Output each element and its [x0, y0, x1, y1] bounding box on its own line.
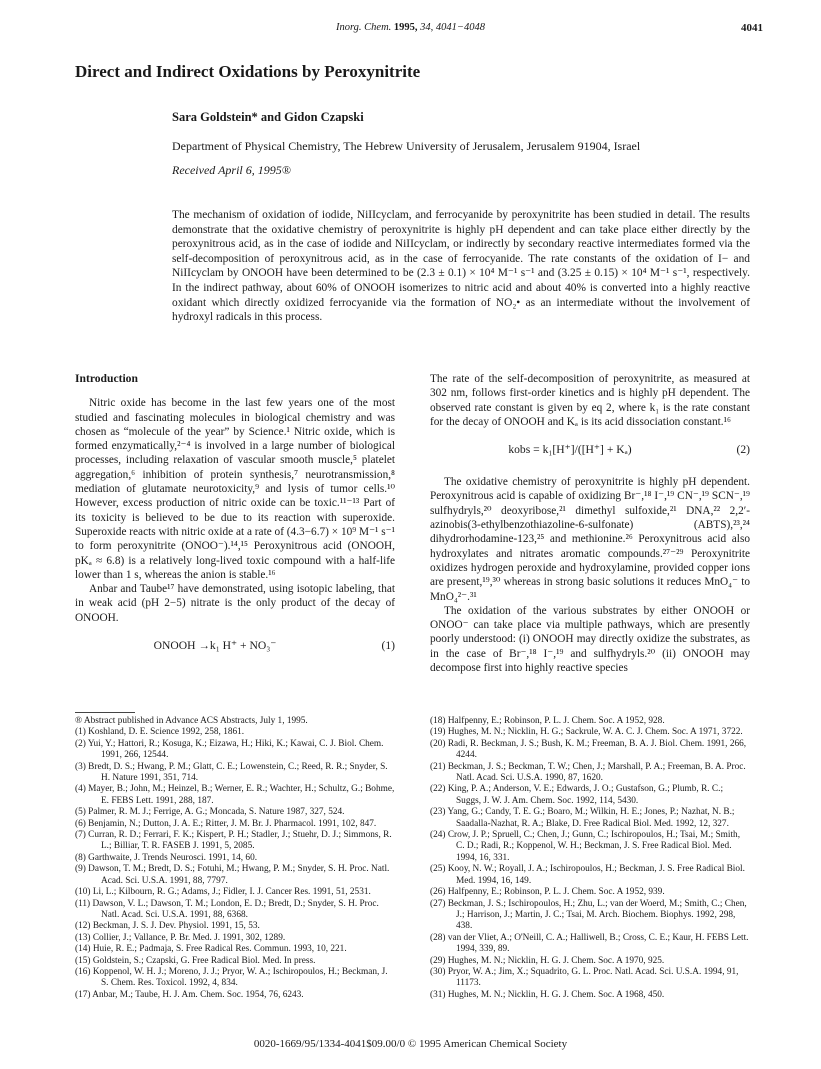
footnote: (27) Beckman, J. S.; Ischiropoulos, H.; Zhu, L.; van der Woerd, M.; Smith, C.; Chen, J.; Harrison, J.; Martin, J. C.; Tsai, M. Arch. Biochem. Biophys. 1992, 298, 438.: [430, 898, 747, 932]
footnote: (1) Koshland, D. E. Science 1992, 258, 1861.: [75, 727, 245, 738]
abstract: The mechanism of oxidation of iodide, NiIIcyclam, and ferrocyanide by peroxynitrite has been studied in detail. The results demonstrate that the oxidative chemistry of peroxynitrite is highly pH dependent and can take place either directly by the peroxynitrous acid, as in the case of iodide and NiIIcyclam, or indirectly by secondary reactive intermediates formed via the self-decomposition of peroxynitrous acid, as in the case of ferrocyanide. The rate constants of the oxidation of I− and NiIIcyclam by ONOOH have been determined to be (2.3 ± 0.1) × 10⁴ M⁻¹ s⁻¹ and (3.25 ± 0.15) × 10⁴ M⁻¹ s⁻¹, respectively. In the indirect pathway, about 60% of ONOOH isomerizes to nitric acid and about 40% is converted into a highly reactive oxidant which directly oxidized ferrocyanide via the formation of NO₂• as an intermediate without the involvement of hydroxyl radicals in this process.: [172, 209, 750, 324]
footnote: (6) Benjamin, N.; Dutton, J. A. E.; Ritter, J. M. Br. J. Pharmacol. 1991, 102, 847.: [75, 818, 377, 829]
journal-pages: 4041−4048: [435, 22, 486, 33]
section-heading-introduction: Introduction: [75, 372, 138, 385]
footnote: (20) Radi, R. Beckman, J. S.; Bush, K. M.; Freeman, B. A. J. Biol. Chem. 1991, 266, 4244.: [430, 738, 747, 761]
footnote: (12) Beckman, J. S. J. Dev. Physiol. 1991, 15, 53.: [75, 921, 260, 932]
received-date: Received April 6, 1995®: [172, 163, 291, 177]
footnote: (4) Mayer, B.; John, M.; Heinzel, B.; Werner, E. R.; Wachter, H.; Schultz, G.; Bohme, E. FEBS Lett. 1991, 288, 187.: [75, 784, 395, 806]
journal-volume: 34,: [420, 22, 434, 33]
intro-paragraph-1: Nitric oxide has become in the last few years one of the most studied and fascinating molecules in biological chemistry and was chosen as “molecule of the year” by Science.¹ Nitric oxide, which is formed enzymatically,²⁻⁴ is involved in a large number of biological processes, including relaxation of vascular smooth muscle,⁵ platelet aggregation,⁶ inhibition of protein synthesis,⁷ neurotransmission,⁸ mediation of glutamate neurotoxicity,⁹ and lysis of tumor cells.¹⁰ However, excess production of nitric oxide can be toxic.¹¹⁻¹³ Part of its toxicity is believed to be due to its reaction with superoxide. Superoxide reacts with nitric oxide at a rate of (4.3−6.7) × 10⁹ M⁻¹ s⁻¹ to form peroxynitrite (ONOO⁻).¹⁴,¹⁵ Peroxynitrous acid (ONOOH, pKₐ ≈ 6.8) is a relatively long-lived toxic compound with a half-life lower than 1 s, whereas the anion is stable.¹⁶: [75, 397, 395, 581]
right-paragraph-1: The rate of the self-decomposition of peroxynitrite, as measured at 302 nm, follows first-order kinetics and is highly pH dependent. The observed rate constant is given by eq 2, where k₁ is the rate constant for the decay of ONOOH and Kₐ is its acid dissociation constant.¹⁶: [430, 373, 750, 428]
footnote: ® Abstract published in Advance ACS Abstracts, July 1, 1995.: [75, 716, 308, 726]
footnote: (10) Li, L.; Kilbourn, R. G.; Adams, J.; Fidler, I. J. Cancer Res. 1991, 51, 2531.: [75, 887, 371, 898]
footnote: (28) van der Vliet, A.; O'Neill, C. A.; Halliwell, B.; Cross, C. E.; Kaur, H. FEBS Lett. 1994, 339, 89.: [430, 932, 749, 955]
left-column: [75, 372, 395, 671]
footnote: (19) Hughes, M. N.; Nicklin, H. G.; Sackrule, W. A. C. J. Chem. Soc. A 1971, 3722.: [430, 727, 743, 738]
footnote: (18) Halfpenny, E.; Robinson, P. L. J. Chem. Soc. A 1952, 928.: [430, 716, 665, 726]
footnote: (13) Collier, J.; Vallance, P. Br. Med. J. 1991, 302, 1289.: [75, 932, 286, 943]
footnote: (23) Yang, G.; Candy, T. E. G.; Boaro, M.; Wilkin, H. E.; Jones, P.; Nazhat, N. B.; Saadalla-Nazhat, R. A.; Blake, D. Free Radical Biol. Med. 1992, 12, 327.: [430, 807, 735, 829]
footnote: (15) Goldstein, S.; Czapski, G. Free Radical Biol. Med. In press.: [75, 955, 316, 966]
footnote: (7) Curran, R. D.; Ferrari, F. K.; Kispert, P. H.; Stadler, J.; Stuehr, D. J.; Simmons, R. L.; Billiar, T. R. FASEB J. 1991, 5, 2085.: [75, 830, 392, 852]
footnote: (8) Garthwaite, J. Trends Neurosci. 1991, 14, 60.: [75, 852, 258, 863]
footnote: (29) Hughes, M. N.; Nicklin, H. G. J. Chem. Soc. A 1970, 925.: [430, 955, 665, 966]
equation-1-expression: ONOOH →k₁ H⁺ + NO₃⁻: [153, 639, 277, 653]
footnote: (14) Huie, R. E.; Padmaja, S. Free Radical Res. Commun. 1993, 10, 221.: [75, 944, 347, 955]
journal-name: Inorg. Chem.: [335, 22, 392, 33]
equation-1-number: (1): [381, 639, 395, 653]
footnotes-left: [75, 716, 395, 1001]
footnote: (26) Halfpenny, E.; Robinson, P. L. J. Chem. Soc. A 1952, 939.: [430, 887, 665, 898]
footnote: (16) Koppenol, W. H. J.; Moreno, J. J.; Pryor, W. A.; Ischiropoulos, H.; Beckman, J. S. Chem. Res. Toxicol. 1992, 4, 834.: [75, 966, 388, 989]
journal-citation: [0, 22, 821, 33]
footnote: (2) Yui, Y.; Hattori, R.; Kosuga, K.; Eizawa, H.; Hiki, K.; Kawai, C. J. Biol. Chem. 1991, 266, 12544.: [75, 738, 384, 761]
journal-year: 1995,: [393, 22, 418, 33]
equation-2-expression: kobs = k₁[H⁺]/([H⁺] + Kₐ): [508, 443, 632, 457]
footnote: (24) Crow, J. P.; Spruell, C.; Chen, J.; Gunn, C.; Ischiropoulos, H.; Tsai, M.; Smith, C. D.; Radi, R.; Koppenol, W. H.; Beckman, J. S. Free Radical Biol. Med. 1994, 16, 331.: [430, 830, 741, 863]
footnote: (5) Palmer, R. M. J.; Ferrige, A. G.; Moncada, S. Nature 1987, 327, 524.: [75, 807, 345, 818]
page-number: 4041: [741, 22, 763, 34]
footnotes-right: [430, 716, 750, 1001]
authors: Sara Goldstein* and Gidon Czapski: [172, 110, 364, 124]
footnote-rule: [75, 712, 135, 713]
footnote: (3) Bredt, D. S.; Hwang, P. M.; Glatt, C. E.; Lowenstein, C.; Reed, R. R.; Snyder, S. H. Nature 1991, 351, 714.: [75, 761, 388, 784]
right-paragraph-2: The oxidative chemistry of peroxynitrite is highly pH dependent. Peroxynitrous acid is capable of oxidizing Br⁻,¹⁸ I⁻,¹⁹ CN⁻,¹⁹ SCN⁻,¹⁹ sulfhydryls,²⁰ deoxyribose,²¹ dimethyl sulfoxide,²¹ DNA,²² 2,2′-azinobis(3-ethylbenzothiazoline-6-sulfonate) (ABTS),²³,²⁴ dihydrorhodamine-123,²⁵ and methionine.²⁶ Peroxynitrous acid also hydroxylates and nitrates aromatic compounds.²⁷⁻²⁹ Peroxynitrite oxidizes hydrogen peroxide and hydroxylamine, provided copper ions are present,¹⁹,³⁰ whereas in strong basic solutions it reduces MnO₄⁻ to MnO₄²⁻.³¹: [430, 476, 750, 603]
right-column: [430, 372, 750, 675]
footnote: (11) Dawson, V. L.; Dawson, T. M.; London, E. D.; Bredt, D.; Snyder, S. H. Proc. Natl. Acad. Sci. U.S.A. 1991, 88, 6368.: [75, 898, 379, 920]
intro-paragraph-2: Anbar and Taube¹⁷ have demonstrated, using isotopic labeling, that in weak acid (pH 2−5) nitrate is the only product of the decay of ONOOH.: [75, 583, 395, 624]
footnote: (30) Pryor, W. A.; Jim, X.; Squadrito, G. L. Proc. Natl. Acad. Sci. U.S.A. 1994, 91, 11173.: [430, 966, 739, 989]
equation-2: [430, 439, 750, 463]
footnote: (31) Hughes, M. N.; Nicklin, H. G. J. Chem. Soc. A 1968, 450.: [430, 989, 665, 1000]
footnote: (25) Kooy, N. W.; Royall, J. A.; Ischiropoulos, H.; Beckman, J. S. Free Radical Biol. Med. 1994, 16, 149.: [430, 864, 745, 886]
page-footer: 0020-1669/95/1334-4041$09.00/0 © 1995 American Chemical Society: [253, 1038, 568, 1050]
footnote: (21) Beckman, J. S.; Beckman, T. W.; Chen, J.; Marshall, P. A.; Freeman, B. A. Proc. Natl. Acad. Sci. U.S.A. 1990, 87, 1620.: [430, 761, 746, 784]
right-paragraph-3: The oxidation of the various substrates by either ONOOH or ONOO⁻ can take place via multiple pathways, which are presently poorly understood: (i) ONOOH may directly oxidize the substrates, as in the case of Br⁻,¹⁸ I⁻,¹⁹ and sulfhydryls.²⁰ (ii) ONOOH may decompose first into highly reactive species: [430, 604, 750, 675]
affiliation: Department of Physical Chemistry, The Hebrew University of Jerusalem, Jerusalem 91904, Israel: [172, 139, 641, 153]
paper-title: Direct and Indirect Oxidations by Peroxynitrite: [75, 62, 421, 81]
footnote: (22) King, P. A.; Anderson, V. E.; Edwards, J. O.; Gustafson, G.; Plumb, R. C.; Suggs, J. W. J. Am. Chem. Soc. 1992, 114, 5430.: [430, 784, 724, 806]
equation-2-number: (2): [736, 443, 750, 457]
footnote: (9) Dawson, T. M.; Bredt, D. S.; Fotuhi, M.; Hwang, P. M.; Snyder, S. H. Proc. Natl. Acad. Sci. U.S.A. 1991, 88, 7797.: [75, 864, 390, 886]
equation-1: [75, 635, 395, 659]
footnote: (17) Anbar, M.; Taube, H. J. Am. Chem. Soc. 1954, 76, 6243.: [75, 989, 304, 1000]
